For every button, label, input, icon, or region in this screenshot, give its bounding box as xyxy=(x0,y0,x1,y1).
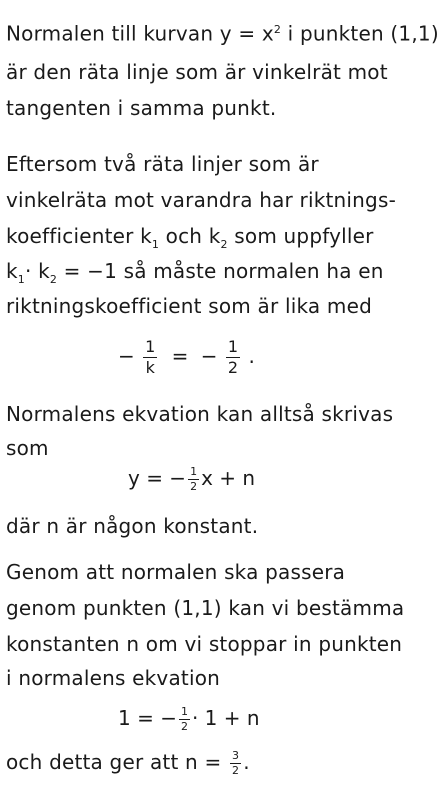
text-line-14: konstanten n om vi stoppar in punkten xyxy=(6,632,403,656)
text-line-8: riktningskoefficient som är lika med xyxy=(6,294,372,318)
text-segment: k xyxy=(6,259,18,283)
text-line-1 xyxy=(6,18,439,46)
text-line-15: i normalens ekvation xyxy=(6,666,221,690)
numerator: 1 xyxy=(180,705,188,718)
text-line-6 xyxy=(6,224,374,257)
text-line-5: vinkelräta mot varandra har riktnings- xyxy=(6,188,396,212)
fraction-one-over-k xyxy=(143,338,157,377)
fraction-one-half xyxy=(179,706,190,733)
numerator: 3 xyxy=(232,749,240,762)
math-variable: y xyxy=(219,21,232,46)
numerator: 1 xyxy=(227,337,239,356)
numerator: 1 xyxy=(190,465,198,478)
math-expression: = x xyxy=(231,21,274,46)
denominator: k xyxy=(145,358,155,377)
text-line-9: Normalens ekvation kan alltså skrivas xyxy=(6,402,394,426)
equation-slope xyxy=(118,338,255,377)
denominator: 2 xyxy=(227,358,239,377)
equation-substitution xyxy=(118,706,260,733)
text-segment: koefficienter k xyxy=(6,224,152,248)
text-line-12: Genom att normalen ska passera xyxy=(6,560,346,584)
subscript: 1 xyxy=(17,273,25,286)
math-lhs: 1 = − xyxy=(118,706,177,730)
minus-sign: − xyxy=(200,344,218,368)
minus-sign: − xyxy=(118,344,135,368)
text-segment: Normalen till kurvan xyxy=(6,21,220,46)
text-line-4: Eftersom två räta linjer som är xyxy=(6,152,319,176)
text-line-16 xyxy=(6,750,250,777)
text-line-10: som xyxy=(6,436,49,460)
text-segment: · k xyxy=(25,259,50,283)
subscript: 1 xyxy=(151,238,160,251)
subscript: 2 xyxy=(220,238,228,251)
period: . xyxy=(243,750,250,774)
text-segment: = −1 så måste normalen ha en xyxy=(57,259,384,283)
text-segment: som uppfyller xyxy=(227,224,374,248)
subscript: 2 xyxy=(49,273,58,286)
denominator: 2 xyxy=(232,764,240,777)
text-line-2: är den räta linje som är vinkelrät mot xyxy=(6,60,388,84)
denominator: 2 xyxy=(180,720,188,733)
fraction-one-half xyxy=(188,466,199,493)
text-line-11: där n är någon konstant. xyxy=(6,514,259,538)
text-line-13: genom punkten (1,1) kan vi bestämma xyxy=(6,596,405,620)
text-segment: och k xyxy=(159,224,221,248)
text-segment: i punkten (1,1) xyxy=(281,21,439,46)
text-segment: och detta ger att n = xyxy=(6,750,228,774)
text-line-7 xyxy=(6,259,384,292)
text-line-3: tangenten i samma punkt. xyxy=(6,96,277,120)
math-rhs: · 1 + n xyxy=(191,706,260,730)
exponent: 2 xyxy=(273,23,282,36)
denominator: 2 xyxy=(190,480,198,493)
period: . xyxy=(248,344,255,368)
fraction-three-halves xyxy=(230,750,241,777)
equation-normal-line xyxy=(128,466,255,493)
math-lhs: y = − xyxy=(128,466,187,490)
math-rhs: x + n xyxy=(201,466,256,490)
numerator: 1 xyxy=(145,337,156,356)
equals-sign: = xyxy=(171,344,189,368)
fraction-one-half xyxy=(226,338,240,377)
